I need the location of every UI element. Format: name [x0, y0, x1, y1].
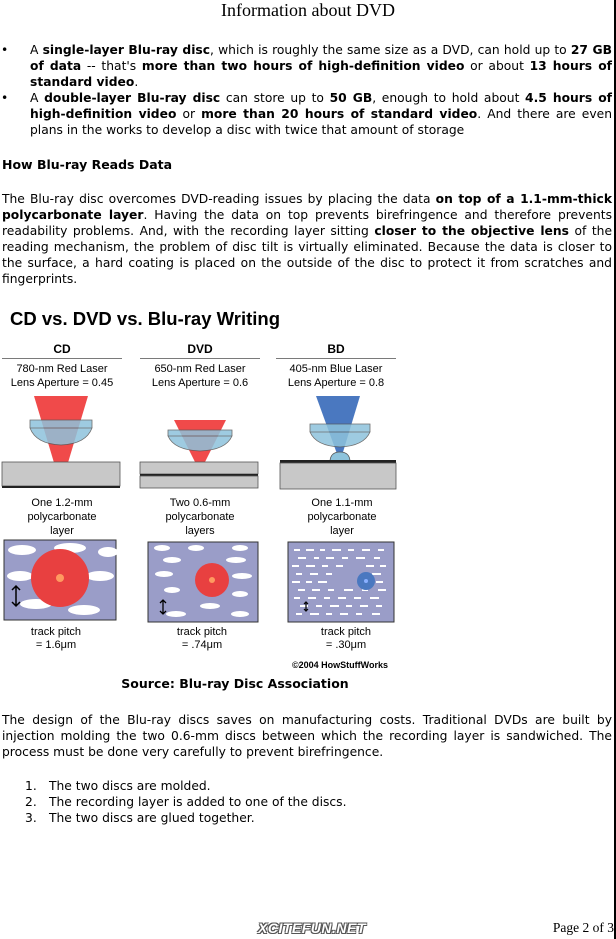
- label-line: polycarbonate: [165, 511, 235, 523]
- dvd-disc-layer-top: [140, 462, 258, 474]
- bold-text: more than 20 hours of standard video: [201, 107, 478, 121]
- bd-recording-layer: [280, 460, 396, 463]
- aperture-label: Lens Aperture = 0.45: [10, 377, 114, 389]
- aperture-label: Lens Aperture = 0.8: [287, 377, 385, 389]
- text-run: -- that's: [81, 59, 142, 73]
- bold-text: closer to the objective lens: [374, 224, 569, 238]
- bold-text: double-layer Blu-ray disc: [44, 91, 221, 105]
- text-run: of the reading mechanism, the problem of disc tilt is virtually eliminated. Because the data is closer to the surface, a hard coating is placed on the outside of the disc to protect it from scratches and fingerprints.: [2, 224, 613, 286]
- bd-disc-layer: [280, 463, 396, 489]
- section-heading: How Blu-ray Reads Data: [2, 157, 173, 172]
- bold-text: on top of a 1.1-mm-thick polycarbonate layer: [2, 192, 612, 222]
- text-run: , enough to hold about: [372, 91, 526, 105]
- label-line: One 1.1-mm: [311, 497, 373, 509]
- text-run: The Blu-ray disc overcomes DVD-reading issues by placing the data: [2, 192, 436, 206]
- bold-text: single-layer Blu-ray disc: [42, 43, 211, 57]
- list-number: 1.: [25, 779, 37, 793]
- laser-label: 650-nm Red Laser: [154, 363, 246, 375]
- text-run: . Having the data on top prevents birefringence and therefore prevents readability problems. And, with the recording layer sitting: [2, 208, 612, 238]
- text-run: A: [30, 91, 45, 105]
- label-line: = .74μm: [181, 639, 223, 651]
- label-line: = .30μm: [325, 639, 367, 651]
- list-text: The two discs are molded.: [49, 779, 211, 793]
- bullet-dot: •: [1, 91, 9, 105]
- paragraph-manufacturing: The design of the Blu-ray discs saves on manufacturing costs. Traditional DVDs are built by injection molding the two 0.6-mm discs between which the recording layer is sandwiched. The process must be done very carefully to prevent birefringence.: [2, 713, 612, 759]
- bullet-list: [0, 42, 612, 138]
- text-run: or about: [464, 59, 530, 73]
- figure-copyright: ©2004 HowStuffWorks: [292, 660, 388, 670]
- bullet-item: [0, 42, 612, 90]
- dvd-disc-layer-bottom: [140, 476, 258, 488]
- cd-dvd-bluray-figure: [0, 304, 400, 676]
- label-line: track pitch: [30, 626, 82, 638]
- laser-label: 405-nm Blue Laser: [289, 363, 383, 375]
- bold-text: 50 GB: [329, 91, 373, 105]
- label-line: layers: [185, 525, 215, 537]
- list-item: [0, 794, 347, 810]
- laser-label: 780-nm Red Laser: [16, 363, 108, 375]
- cd-lens: [30, 420, 92, 445]
- label-line: track pitch: [176, 626, 228, 638]
- figure-source: Source: Blu-ray Disc Association: [121, 676, 349, 691]
- label-line: polycarbonate: [307, 511, 377, 523]
- figure-graphics: [0, 304, 400, 676]
- text-run: A: [30, 43, 43, 57]
- label-line: layer: [50, 525, 74, 537]
- text-run: can store up to: [220, 91, 330, 105]
- bd-lens: [310, 424, 370, 447]
- bd-track-panel: [288, 542, 394, 622]
- bd-layer-label: [282, 496, 402, 538]
- process-steps-list: [0, 778, 347, 826]
- column-name: BD: [327, 342, 345, 356]
- column-name: DVD: [187, 342, 213, 356]
- list-number: 3.: [25, 811, 37, 825]
- column-name: CD: [53, 342, 71, 356]
- bold-text: 4.5 hours of high-definition video: [30, 91, 613, 121]
- dvd-layer-label: [140, 496, 260, 538]
- page-title: Information about DVD: [221, 0, 395, 20]
- cd-track-panel: [4, 540, 118, 620]
- label-line: One 1.2-mm: [31, 497, 93, 509]
- page-number: Page 2 of 3: [552, 920, 614, 935]
- list-text: The two discs are glued together.: [49, 811, 255, 825]
- text-run: .: [134, 75, 139, 89]
- list-text: The recording layer is added to one of the discs.: [49, 795, 347, 809]
- bold-text: 27 GB of data: [30, 43, 612, 73]
- cd-track-pitch-label: [0, 626, 112, 652]
- dvd-track-pitch-label: [146, 626, 258, 652]
- bullet-text: [30, 43, 612, 89]
- bold-text: 13 hours of standard video: [30, 59, 612, 89]
- dvd-lens: [168, 430, 232, 451]
- aperture-label: Lens Aperture = 0.6: [151, 377, 249, 389]
- site-logo: XCITEFUN.NET: [258, 920, 366, 936]
- bd-track-pitch-label: [290, 626, 402, 652]
- label-line: track pitch: [320, 626, 372, 638]
- list-item: [0, 810, 347, 826]
- bullet-item: [0, 90, 612, 138]
- text-run: or: [176, 107, 202, 121]
- list-number: 2.: [25, 795, 37, 809]
- bold-text: more than two hours of high-definition video: [141, 59, 465, 73]
- bullet-dot: •: [1, 43, 9, 57]
- cd-disc-layer: [2, 462, 120, 486]
- text-run: . And there are even plans in the works to develop a disc with twice that amount of storage: [30, 107, 612, 137]
- text-run: , which is roughly the same size as a DVD, can hold up to: [210, 43, 571, 57]
- cd-layer-label: [2, 496, 122, 538]
- figure-title: CD vs. DVD vs. Blu-ray Writing: [10, 308, 281, 329]
- paragraph-blu-ray-reading: [2, 191, 612, 287]
- label-line: Two 0.6-mm: [169, 497, 231, 509]
- paragraph-text: [2, 192, 612, 286]
- bullet-text: [30, 91, 612, 137]
- dvd-track-panel: [148, 542, 258, 622]
- cd-recording-layer: [2, 486, 120, 488]
- label-line: = 1.6μm: [35, 639, 77, 651]
- list-item: [0, 778, 347, 794]
- label-line: polycarbonate: [27, 511, 97, 523]
- label-line: layer: [330, 525, 354, 537]
